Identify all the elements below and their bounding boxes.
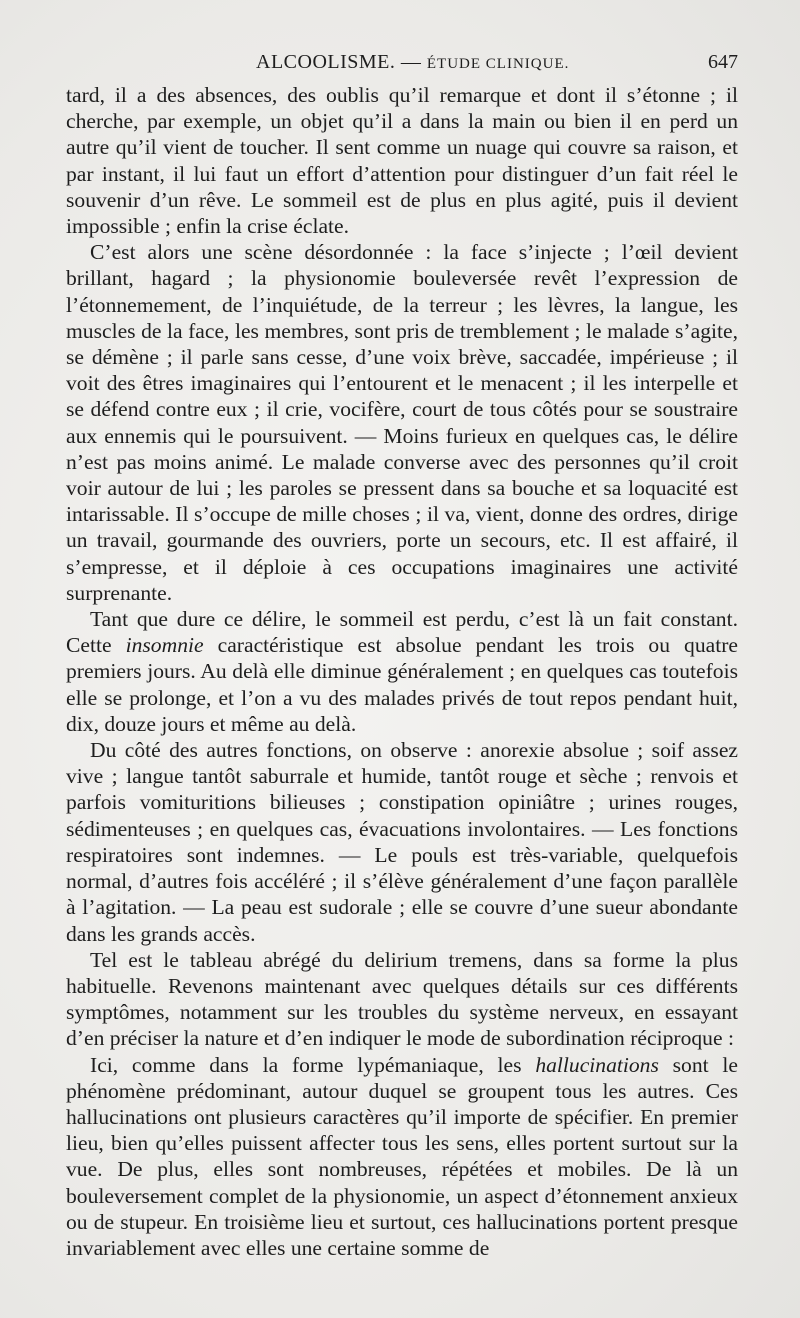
italic-term: insomnie	[125, 633, 204, 658]
text-run: tard, il a des absences, des oublis qu’il remarque et dont il s’étonne ; il cherche, par exemple, un objet qu’il a dans la main ou bien il en perd un autre qu’il vient de toucher. Il sent comme un nuage qui couvre sa raison, et par instant, il lui faut un effort d’attention pour distinguer d’un fait réel le souvenir d’un rêve. Le sommeil est de plus en plus agité, puis il devient impossible ; enfin la crise éclate.	[66, 83, 738, 239]
paragraph	[66, 947, 738, 1052]
running-head	[256, 42, 569, 84]
text-run: Tel est le tableau abrégé du delirium tremens, dans sa forme la plus habituelle. Revenons maintenant avec quelques détails sur ces différents symptômes, notamment sur les troubles du système nerveux, en essayant d’en préciser la nature et d’en indiquer le mode de subordination réciproque :	[66, 947, 738, 1051]
text-run: Ici, comme dans la forme lypémaniaque, les	[90, 1052, 536, 1077]
paragraph	[66, 1052, 738, 1262]
running-head-subtitle: ÉTUDE CLINIQUE.	[426, 56, 570, 72]
running-head-title: ALCOOLISME.	[256, 51, 396, 73]
text-run: sont le phénomène prédominant, autour duquel se groupent tous les autres. Ces hallucinations ont plusieurs caractères qu’il importe de spécifier. En premier lieu, bien qu’elles puissent affecter tous les sens, elles portent surtout sur la vue. De plus, elles sont nombreuses, répétées et mobiles. De là un bouleversement complet de la physionomie, un aspect d’étonnement anxieux ou de stupeur. En troisième lieu et surtout, ces hallucinations portent presque invariablement avec elles une certaine somme de	[66, 1052, 738, 1260]
italic-term: hallucinations	[535, 1052, 659, 1077]
paragraph	[66, 737, 738, 947]
text-run: Tant que dure ce délire, le sommeil est perdu, c’est là un fait constant. Cette	[66, 607, 738, 658]
text-run: Du côté des autres fonctions, on observe : anorexie absolue ; soif assez vive ; langue tantôt saburrale et humide, tantôt rouge et sèche ; renvois et parfois vomituritions bilieuses ; constipation opiniâtre ; urines rouges, sédimenteuses ; en quelques cas, évacuations involontaires. — Les fonctions respiratoires sont indemnes. — Le pouls est très-variable, quelquefois normal, d’autres fois accéléré ; il s’élève généralement d’une façon parallèle à l’agitation. — La peau est sudorale ; elle se couvre d’une sueur abondante dans les grands accès.	[66, 738, 738, 946]
page-number: 647	[708, 51, 738, 73]
running-head-dash: —	[400, 51, 422, 73]
body-text	[66, 82, 738, 1261]
paragraph	[66, 606, 738, 737]
paragraph	[66, 82, 738, 239]
paragraph	[66, 239, 738, 606]
page-header	[66, 42, 738, 82]
text-run: C’est alors une scène désordonnée : la face s’injecte ; l’œil devient brillant, hagard ; la physionomie bouleversée revêt l’expression de l’étonnemement, de l’inquiétude, de la terreur ; les lèvres, la langue, les muscles de la face, les membres, sont pris de tremblement ; le malade s’agite, se démène ; il parle sans cesse, d’une voix brève, saccadée, impérieuse ; il voit des êtres imaginaires qui l’entourent et le menacent ; il les interpelle et se défend contre eux ; il crie, vocifère, court de tous côtés pour se soustraire aux ennemis qui le poursuivent. — Moins furieux en quelques cas, le délire n’est pas moins animé. Le malade converse avec des personnes qu’il croit voir autour de lui ; les paroles se pressent dans sa bouche et sa loquacité est intarissable. Il s’occupe de mille choses ; il va, vient, donne des ordres, dirige un travail, gourmande des ouvriers, porte un secours, etc. Il est affairé, il s’empresse, et il déploie à ces occupations imaginaires une activité surprenante.	[66, 240, 738, 605]
text-run: caractéristique est absolue pendant les trois ou quatre premiers jours. Au delà elle diminue généralement ; en quelques cas toutefois elle se prolonge, et l’on a vu des malades privés de tout repos pendant huit, dix, douze jours et même au delà.	[66, 633, 738, 736]
